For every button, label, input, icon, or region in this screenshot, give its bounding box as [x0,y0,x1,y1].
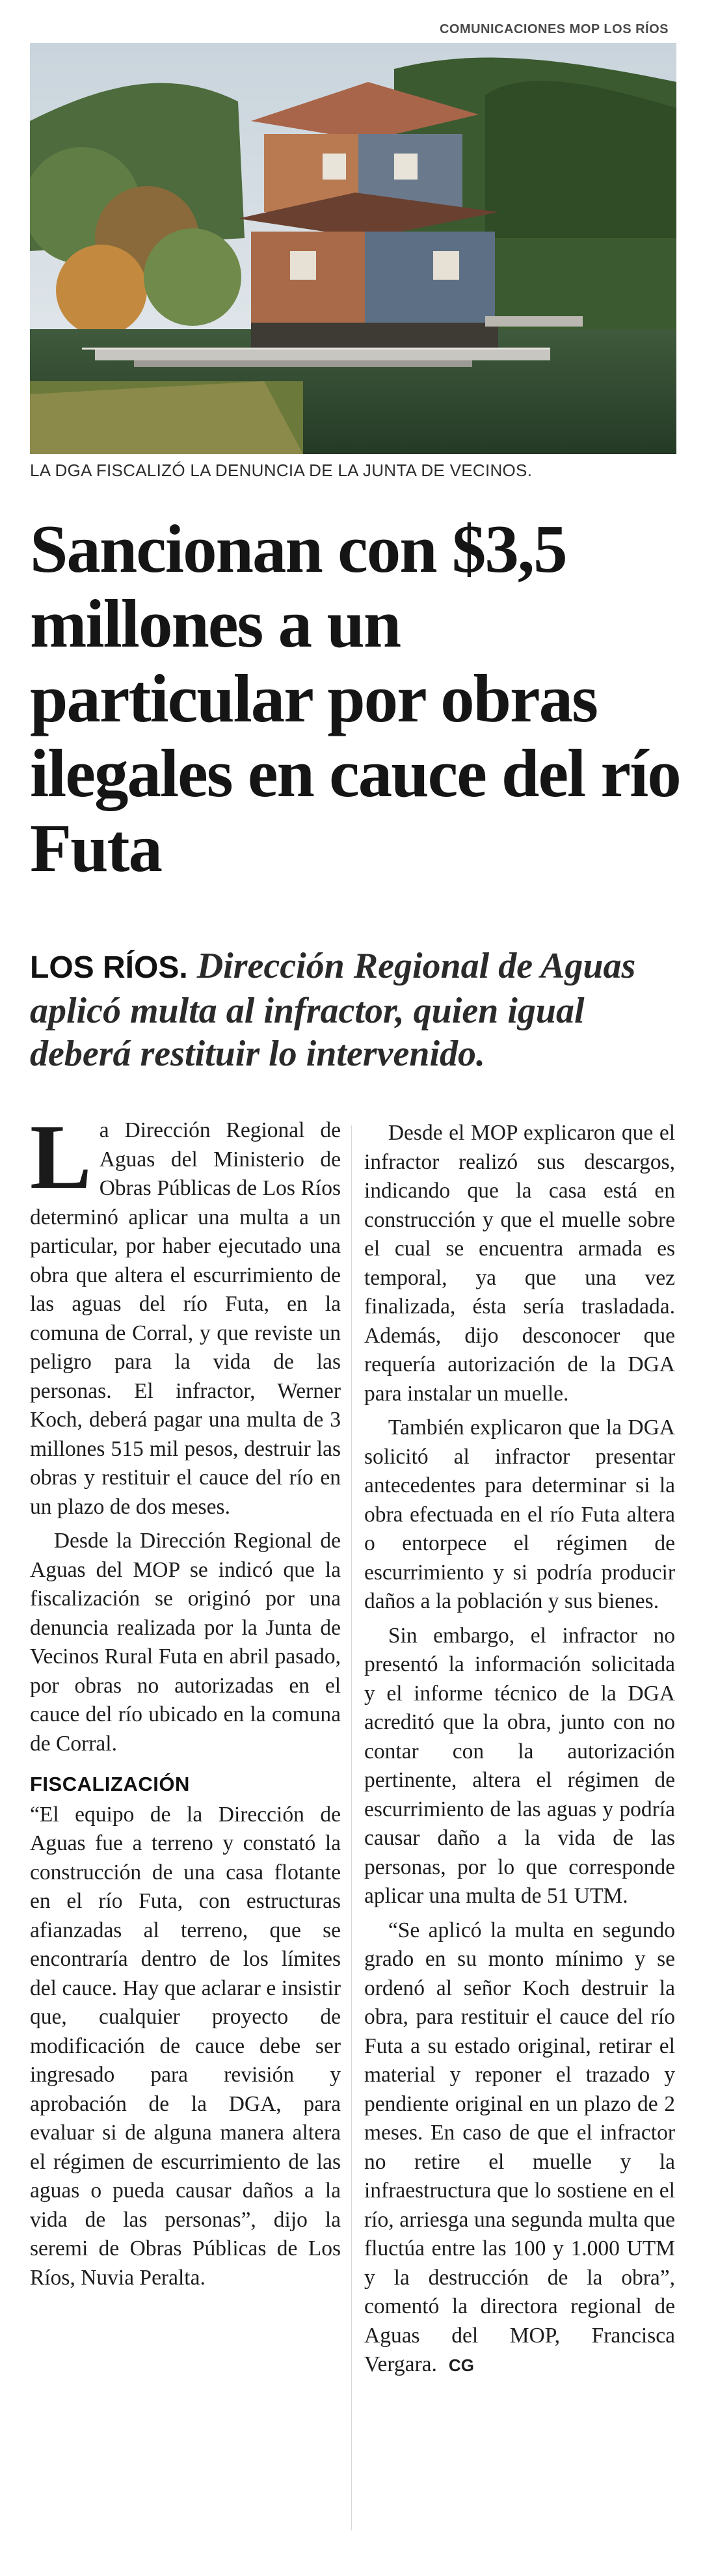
article-summary [30,945,680,1075]
dateline-place: LOS RÍOS. [30,950,188,985]
article-column-2 [364,1119,675,2385]
photo-credit: COMUNICACIONES MOP LOS RÍOS [439,22,669,36]
drop-cap: L [30,1105,92,1208]
end-mark: CG [448,2355,474,2375]
paragraph-4: Desde el MOP explicaron que el infractor realizó sus descargos, indicando que la casa está en construcción y que el muelle sobre el cual se encuentra armada es temporal, ya que una vez finalizada, ésta sería trasladada. Además, dijo desconocer que requería autorización de la DGA para instalar un muelle. [364,1121,675,1406]
paragraph-5: También explicaron que la DGA solicitó al infractor presentar antecedentes para determinar si la obra efectuada en el río Futa altera o entorpece el régimen de escurrimiento y si podría producir daños a la población y sus bienes. [364,1415,675,1613]
article-photo [30,43,676,454]
column-divider [351,1125,352,2530]
summary-text: Dirección Regional de Aguas aplicó multa al infractor, quien igual deberá restituir lo intervenido. [30,946,636,1074]
paragraph-7-text: “Se aplicó la multa en segundo grado en su monto mínimo y se ordenó al señor Koch destruir la obra, para restituir el cauce del río Futa a su estado original, retirar el material y reponer el trazado y pendiente original en un plazo de 2 meses. En caso de que el infractor no retire el muelle y la infraestructura que lo sostiene en el río, arriesga una segunda multa que fluctúa entre las 100 y 1.000 UTM y la destrucción de la obra”, comentó la directora regional de Aguas del MOP, Francisca Vergara. [364,1918,675,2376]
paragraph-3: “El equipo de la Dirección de Aguas fue a terreno y constató la construcción de una casa flotante en el río Futa, con estructuras afianzadas al terreno, que se encontraría dentro de los límites del cauce. Hay que aclarar e insistir que, cualquier proyecto de modificación de cauce debe ser ingresado para revisión y aprobación de la DGA, para evaluar si de alguna manera altera el régimen de escurrimiento de las aguas o pueda causar daños a la vida de las personas”, dijo la seremi de Obras Públicas de Los Ríos, Nuvia Peralta. [30,1802,341,2290]
paragraph-2: Desde la Dirección Regional de Aguas del MOP se indicó que la fiscalización se originó por una denuncia realizada por la Junta de Vecinos Rural Futa en abril pasado, por obras no autorizadas en el cauce del río ubicado en la comuna de Corral. [30,1529,341,1756]
paragraph-1-text: a Dirección Regional de Aguas del Ministerio de Obras Públicas de Los Ríos determinó aplicar una multa a un particular, por haber ejecutado una obra que altera el escurrimiento de las aguas del río Futa, en la comuna de Corral, y que reviste un peligro para la vida de las personas. El infractor, Werner Koch, deberá pagar una multa de 3 millones 515 mil pesos, destruir las obras y restituir el cauce del río en un plazo de dos meses. [30,1118,341,1519]
section-subhead: FISCALIZACIÓN [30,1773,190,1795]
paragraph-1 [30,1105,341,1522]
article-column-1 [30,1105,341,2298]
photo-caption: LA DGA FISCALIZÓ LA DENUNCIA DE LA JUNTA DE VECINOS. [30,461,533,480]
paragraph-7 [364,1916,675,2380]
floating-house-photo [30,43,676,454]
paragraph-6: Sin embargo, el infractor no presentó la información solicitada y el informe técnico de la DGA acreditó que la obra, junto con no contar con la autorización pertinente, altera el régimen de escurrimiento de las aguas y podría causar daño a la vida de las personas, por lo que corresponde aplicar una multa de 51 UTM. [364,1623,675,1908]
headline: Sancionan con $3,5 millones a un particular por obras ilegales en cauce del río Futa [30,511,680,886]
